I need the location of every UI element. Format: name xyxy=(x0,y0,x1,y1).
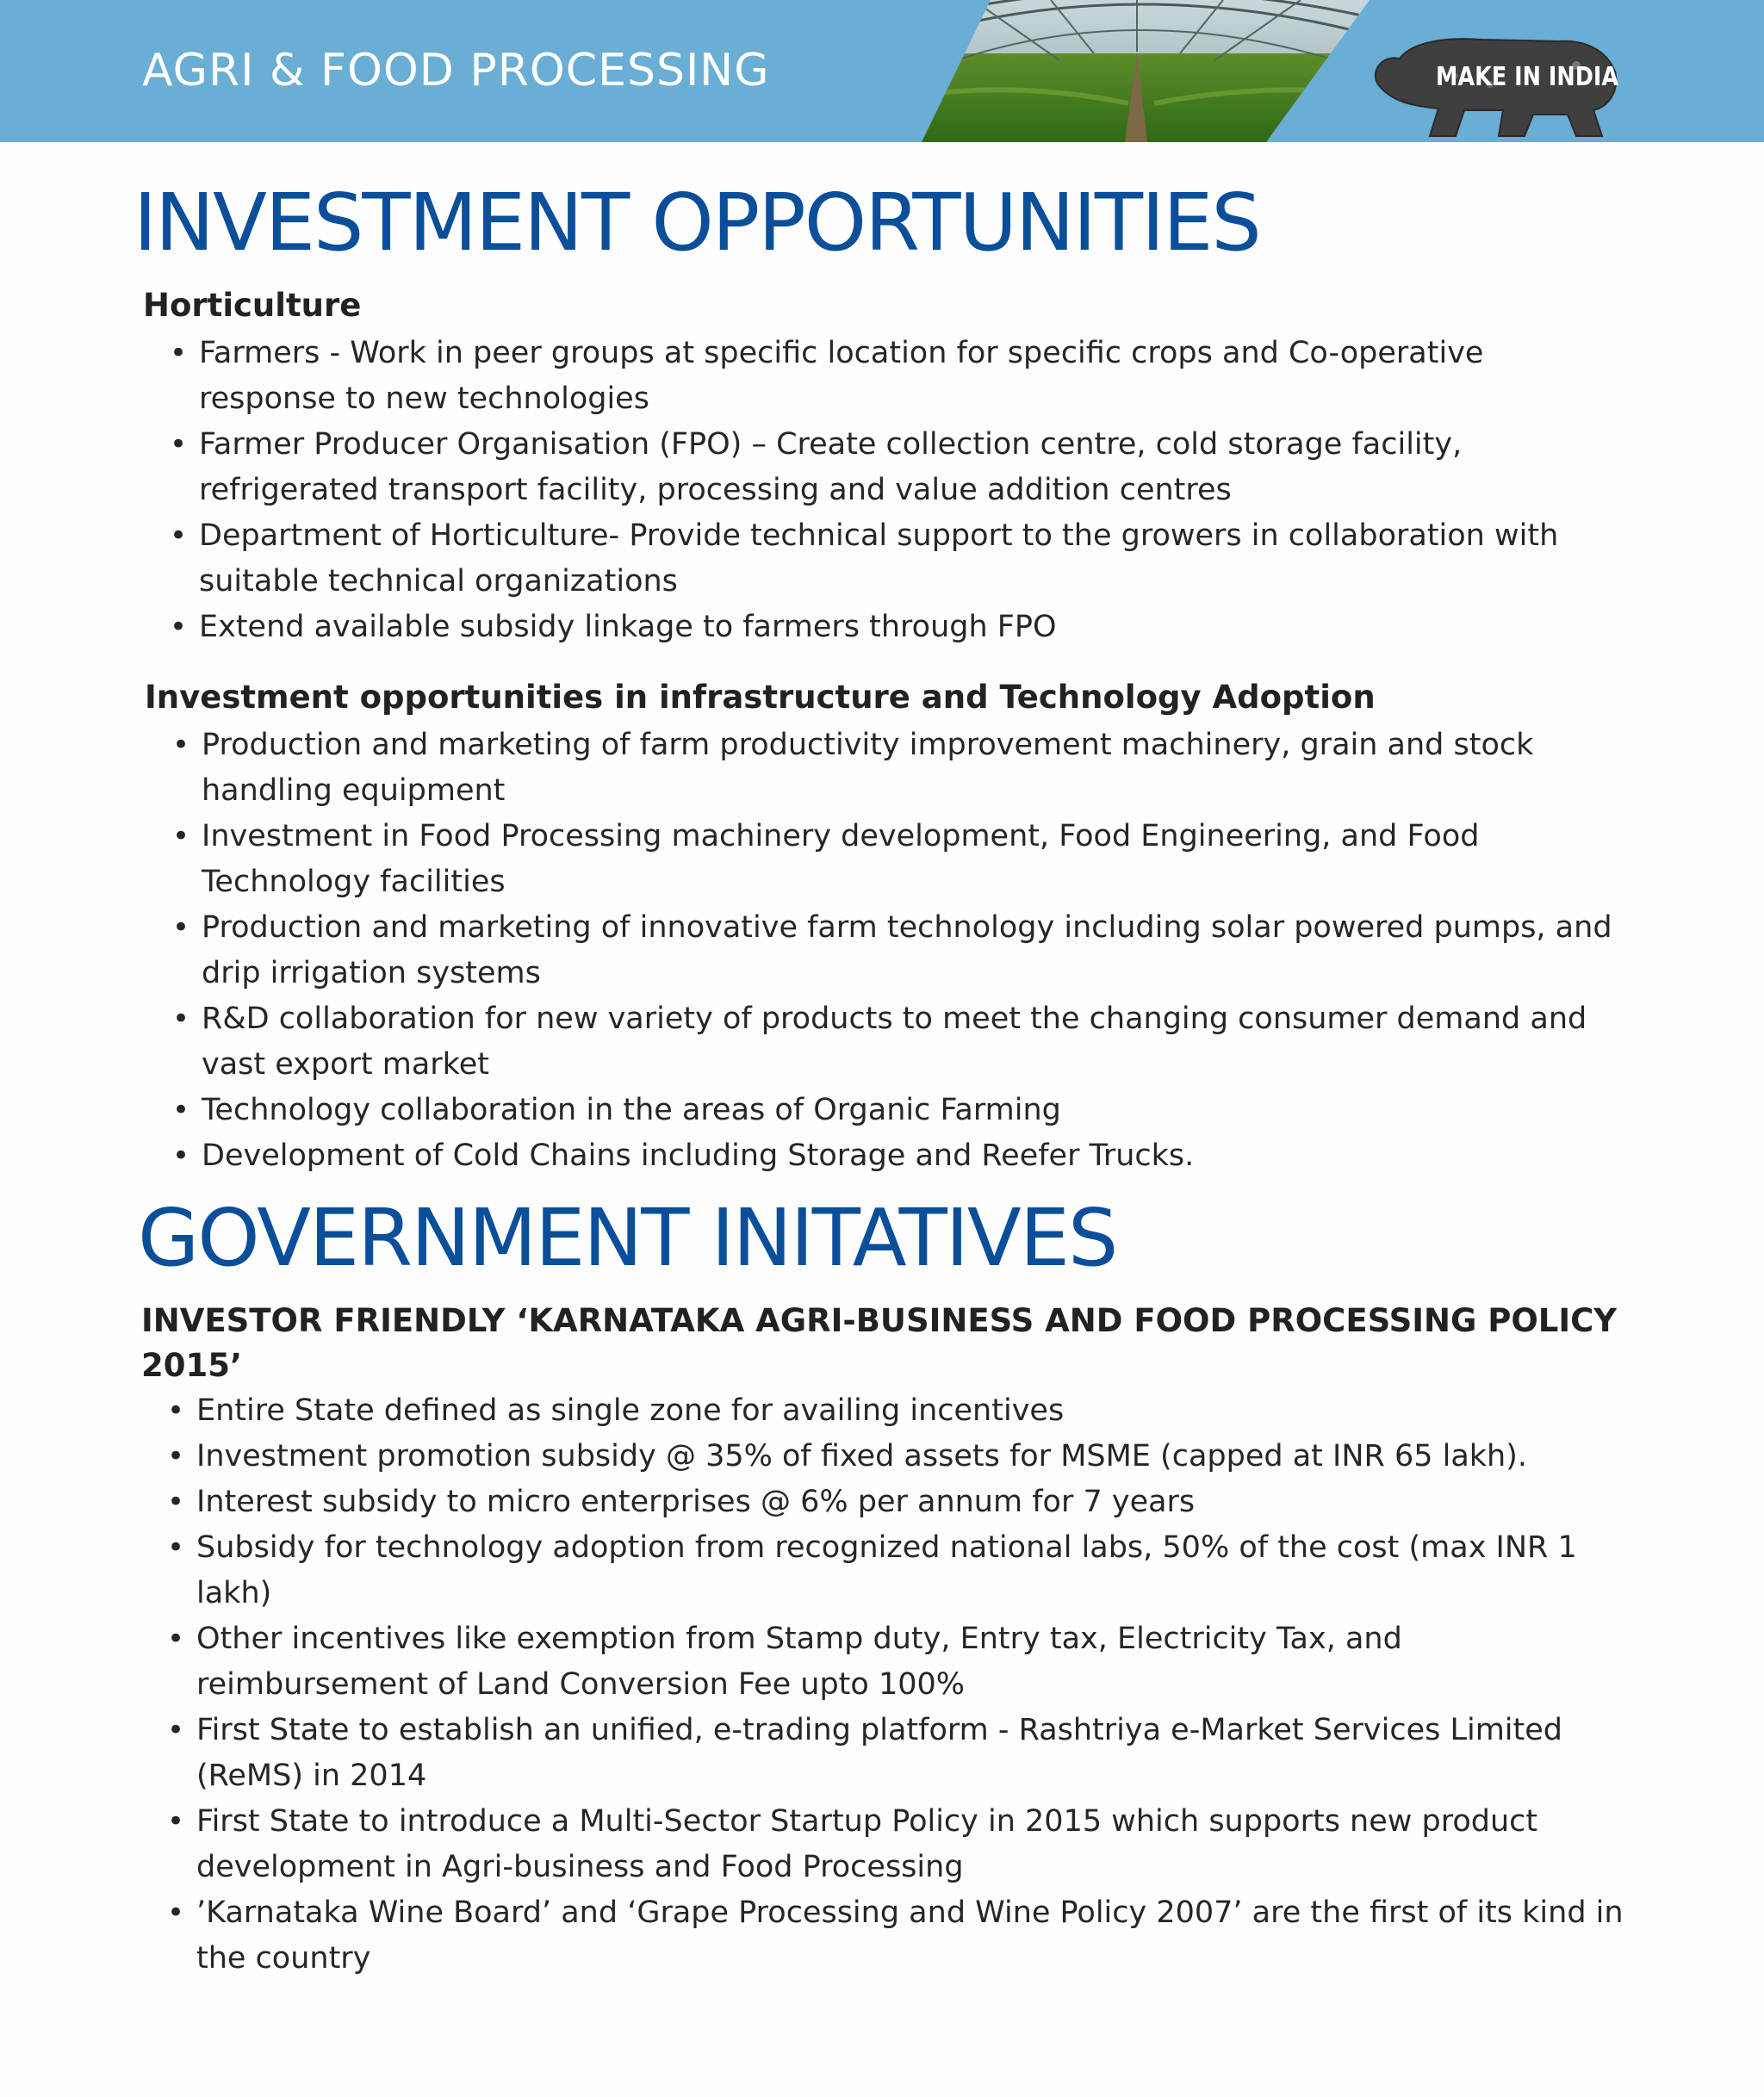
list-item: • ’Karnataka Wine Board’ and ‘Grape Processing and Wine Policy 2007’ are the first of its kind in the country xyxy=(167,1895,1624,1976)
investment-heading: INVESTMENT OPPORTUNITIES xyxy=(134,177,1260,269)
list-item: • Production and marketing of farm productivity improvement machinery, grain and stock handling equipment xyxy=(172,728,1534,808)
list-item: • Investment in Food Processing machinery development, Food Engineering, and Food Technology facilities xyxy=(172,819,1480,899)
list-item: • Production and marketing of innovative farm technology including solar powered pumps, and drip irrigation systems xyxy=(172,910,1612,990)
section-title: AGRI & FOOD PROCESSING xyxy=(142,45,770,96)
infrastructure-heading: Investment opportunities in infrastructure and Technology Adoption xyxy=(145,679,1376,716)
list-item: • Farmer Producer Organisation (FPO) – Create collection centre, cold storage facility, refrigerated transport facility, processing and value addition centres xyxy=(170,427,1463,507)
list-item: • Department of Horticulture- Provide technical support to the growers in collaboration with suitable technical organizations xyxy=(170,518,1559,599)
infrastructure-list xyxy=(172,723,1631,1179)
list-item: • Subsidy for technology adoption from recognized national labs, 50% of the cost (max INR 1 lakh) xyxy=(167,1530,1577,1610)
list-item: • Development of Cold Chains including Storage and Reefer Trucks. xyxy=(172,1138,1195,1173)
list-item: • R&D collaboration for new variety of products to meet the changing consumer demand and vast export market xyxy=(172,1002,1587,1082)
list-item: • Technology collaboration in the areas of Organic Farming xyxy=(172,1093,1061,1127)
list-item: • First State to introduce a Multi-Sector Startup Policy in 2015 which supports new product development in Agri-business and Food Processing xyxy=(167,1804,1538,1884)
list-item: • Farmers - Work in peer groups at specific location for specific crops and Co-operative response to new technologies xyxy=(170,336,1484,416)
list-item: • Extend available subsidy linkage to farmers through FPO xyxy=(170,610,1057,644)
list-item: • Entire State defined as single zone for availing incentives xyxy=(167,1393,1065,1428)
list-item: • First State to establish an unified, e-trading platform - Rashtriya e-Market Services Limited (ReMS) in 2014 xyxy=(167,1713,1563,1793)
government-heading: GOVERNMENT INITATIVES xyxy=(138,1192,1117,1284)
page-header xyxy=(0,0,1764,142)
list-item: • Other incentives like exemption from Stamp duty, Entry tax, Electricity Tax, and reimbursement of Land Conversion Fee upto 100% xyxy=(167,1622,1402,1702)
logo-text: MAKE IN INDIA xyxy=(1436,62,1619,92)
policy-heading: INVESTOR FRIENDLY ‘KARNATAKA AGRI-BUSINESS AND FOOD PROCESSING POLICY 2015’ xyxy=(141,1302,1618,1384)
horticulture-list xyxy=(170,331,1629,650)
list-item: • Interest subsidy to micro enterprises @ 6% per annum for 7 years xyxy=(167,1485,1196,1519)
government-list xyxy=(167,1388,1635,1982)
list-item: • Investment promotion subsidy @ 35% of fixed assets for MSME (capped at INR 65 lakh). xyxy=(167,1439,1528,1473)
greenhouse-photo xyxy=(922,0,1370,142)
horticulture-heading: Horticulture xyxy=(143,287,362,324)
